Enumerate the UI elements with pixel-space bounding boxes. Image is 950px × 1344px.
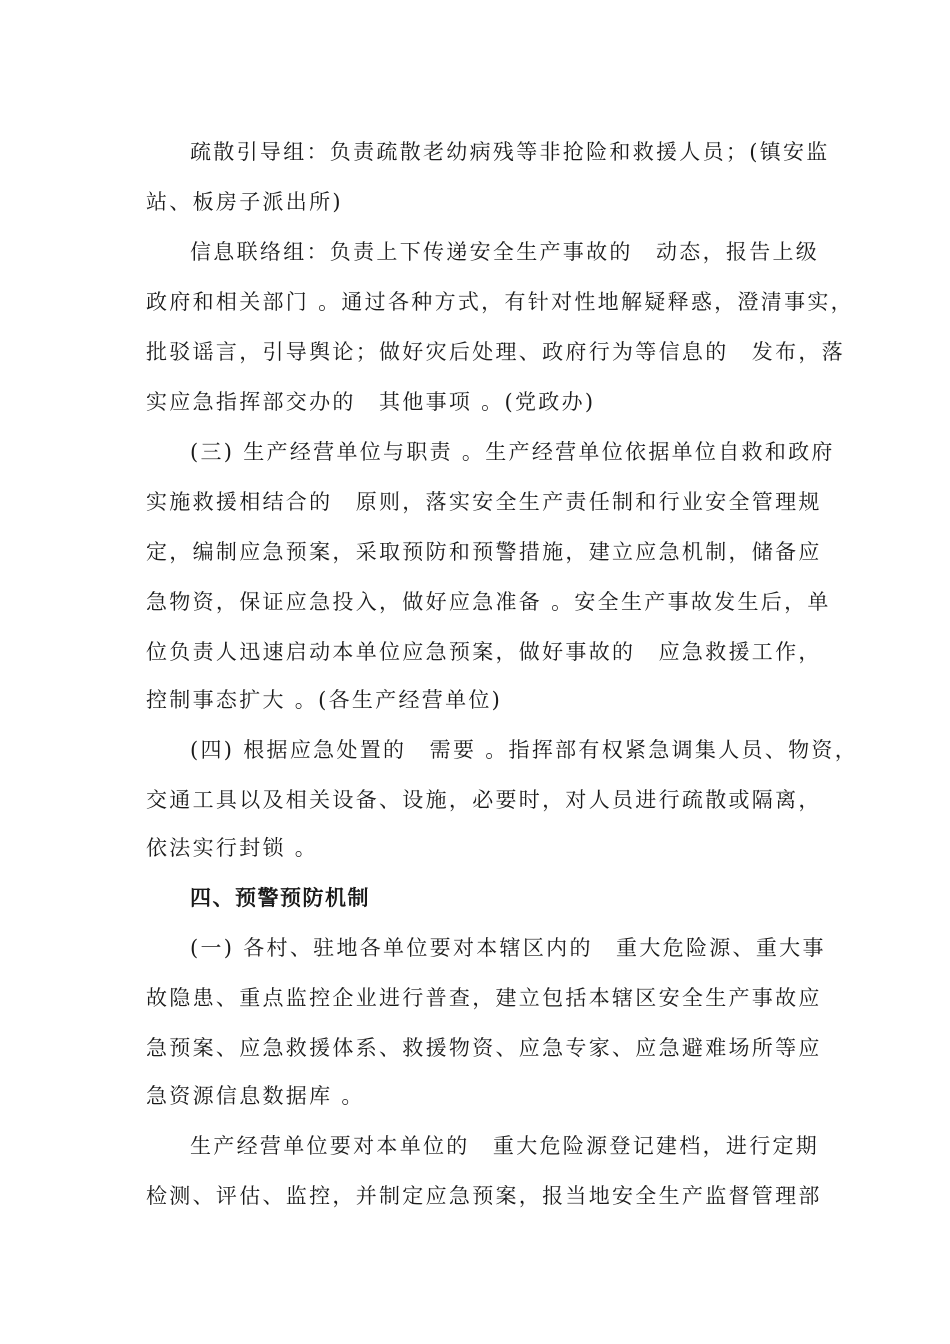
paragraph-line: 控制事态扩大 。(各生产经营单位): [146, 688, 503, 712]
section-heading: 四、预警预防机制: [190, 886, 370, 910]
paragraph-line: 故隐患、重点监控企业进行普查，建立包括本辖区安全生产事故应: [146, 986, 822, 1010]
paragraph-line: 信息联络组：负责上下传递安全生产事故的 动态，报告上级: [190, 240, 820, 264]
paragraph-line: (三) 生产经营单位与职责 。生产经营单位依据单位自救和政府: [190, 440, 835, 464]
paragraph-line: 位负责人迅速启动本单位应急预案，做好事故的 应急救援工作，: [146, 640, 822, 664]
paragraph-line: 检测、评估、监控，并制定应急预案，报当地安全生产监督管理部: [146, 1184, 822, 1208]
paragraph-line: 定，编制应急预案，采取预防和预警措施，建立应急机制，储备应: [146, 540, 822, 564]
paragraph-line: 依法实行封锁 。: [146, 836, 319, 860]
paragraph-line: 急预案、应急救援体系、救援物资、应急专家、应急避难场所等应: [146, 1036, 822, 1060]
paragraph-line: 批驳谣言，引导舆论；做好灾后处理、政府行为等信息的 发布，落: [146, 340, 845, 364]
paragraph-line: 交通工具以及相关设备、设施，必要时，对人员进行疏散或隔离，: [146, 788, 822, 812]
paragraph-line: 实施救援相结合的 原则，落实安全生产责任制和行业安全管理规: [146, 490, 822, 514]
paragraph-line: 政府和相关部门 。通过各种方式，有针对性地解疑释惑，澄清事实，: [146, 290, 854, 314]
paragraph-line: 急物资，保证应急投入，做好应急准备 。安全生产事故发生后，单: [146, 590, 831, 614]
paragraph-line: 站、板房子派出所): [146, 190, 343, 214]
paragraph-line: 疏散引导组：负责疏散老幼病残等非抢险和救援人员；(镇安监: [190, 140, 830, 164]
paragraph-line: (四) 根据应急处置的 需要 。指挥部有权紧急调集人员、物资，: [190, 738, 859, 762]
paragraph-line: (一) 各村、驻地各单位要对本辖区内的 重大危险源、重大事: [190, 936, 826, 960]
paragraph-line: 生产经营单位要对本单位的 重大危险源登记建档，进行定期: [190, 1134, 820, 1158]
paragraph-line: 急资源信息数据库 。: [146, 1084, 365, 1108]
paragraph-line: 实应急指挥部交办的 其他事项 。(党政办): [146, 390, 596, 414]
